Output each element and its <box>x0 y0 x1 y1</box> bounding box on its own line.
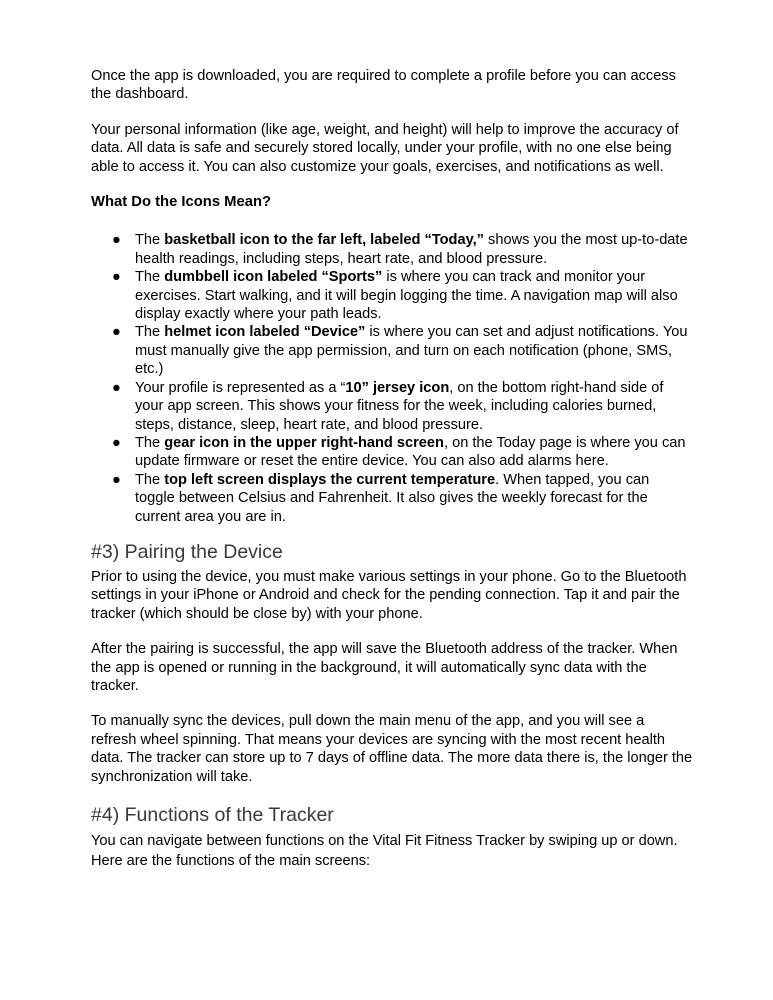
bullet-icon: ● <box>112 232 121 249</box>
pairing-paragraph-3: To manually sync the devices, pull down the main menu of the app, and you will see a refresh wheel spinning. That means your devices are syncing with the most recent health data. The tracker can store up to 7 days of offline data. The more data there is, the longer the synchronization will take. <box>91 713 693 785</box>
intro-paragraph-2: Your personal information (like age, weight, and height) will help to improve the accuracy of data. All data is safe and securely stored locally, under your profile, with no one else being able to access it. You can also customize your goals, exercises, and notifications as well. <box>91 121 679 175</box>
bullet-text: The <box>135 471 165 488</box>
bullet-icon: ● <box>112 379 121 396</box>
bullet-bold-text: gear icon in the upper right-hand screen <box>164 434 444 451</box>
bullet-text: The <box>135 232 165 249</box>
bullet-text: The <box>135 434 165 451</box>
bullet-text: . When tapped, you can toggle between Celsius and Fahrenheit. It also gives the weekly forecast for the current area you are in. <box>135 471 650 525</box>
list-item <box>112 434 693 471</box>
bullet-text: , on the bottom right-hand side of your app screen. This shows your fitness for the week, including calories burned, steps, distance, sleep, heart rate, and blood pressure. <box>135 379 664 433</box>
functions-paragraph-1: You can navigate between functions on the Vital Fit Fitness Tracker by swiping up or down. Here are the functions of the main screens: <box>91 833 678 869</box>
bullet-icon: ● <box>112 269 121 286</box>
section-heading-functions: #4) Functions of the Tracker <box>91 804 334 826</box>
list-item <box>112 379 693 434</box>
list-item <box>112 323 693 378</box>
bullet-icon: ● <box>112 434 121 451</box>
bullet-text: is where you can set and adjust notifications. You must manually give the app permission, and turn on each notification (phone, SMS, etc.) <box>135 324 688 378</box>
list-item <box>112 471 693 526</box>
pairing-paragraph-1: Prior to using the device, you must make various settings in your phone. Go to the Bluetooth settings in your iPhone or Android and check for the pending connection. Tap it and pair the tracker (which should be close by) with your phone. <box>91 568 687 622</box>
section-heading-pairing: #3) Pairing the Device <box>91 540 283 563</box>
bullet-text: The <box>135 324 165 341</box>
bullet-bold-text: top left screen displays the current temperature <box>164 471 496 488</box>
intro-paragraph-1: Once the app is downloaded, you are required to complete a profile before you can access the dashboard. <box>91 68 676 103</box>
bullet-text: Your profile is represented as a “ <box>135 379 346 396</box>
list-item <box>112 268 693 323</box>
bullet-text: , on the Today page is where you can update firmware or reset the entire device. You can also add alarms here. <box>135 434 686 470</box>
bullet-icon: ● <box>112 324 121 341</box>
bullet-icon: ● <box>112 471 121 488</box>
bullet-bold-text: basketball icon to the far left, labeled “Today,” <box>164 232 484 249</box>
bullet-bold-text: 10” jersey icon <box>345 379 450 396</box>
bullet-text: The <box>135 269 165 286</box>
pairing-paragraph-2: After the pairing is successful, the app will save the Bluetooth address of the tracker. When the app is opened or running in the background, it will automatically sync data with the tracker. <box>91 641 678 694</box>
list-item <box>112 231 693 268</box>
icons-section-heading: What Do the Icons Mean? <box>91 194 272 211</box>
bullet-text: shows you the most up-to-date health readings, including steps, heart rate, and blood pressure. <box>135 232 688 267</box>
bullet-bold-text: dumbbell icon labeled “Sports” <box>164 269 383 286</box>
bullet-bold-text: helmet icon labeled “Device” <box>164 324 366 341</box>
bullet-text: is where you can track and monitor your exercises. Start walking, and it will begin logging the time. A navigation map will also display exactly where your path leads. <box>135 269 678 323</box>
icons-bullet-list <box>91 231 693 526</box>
